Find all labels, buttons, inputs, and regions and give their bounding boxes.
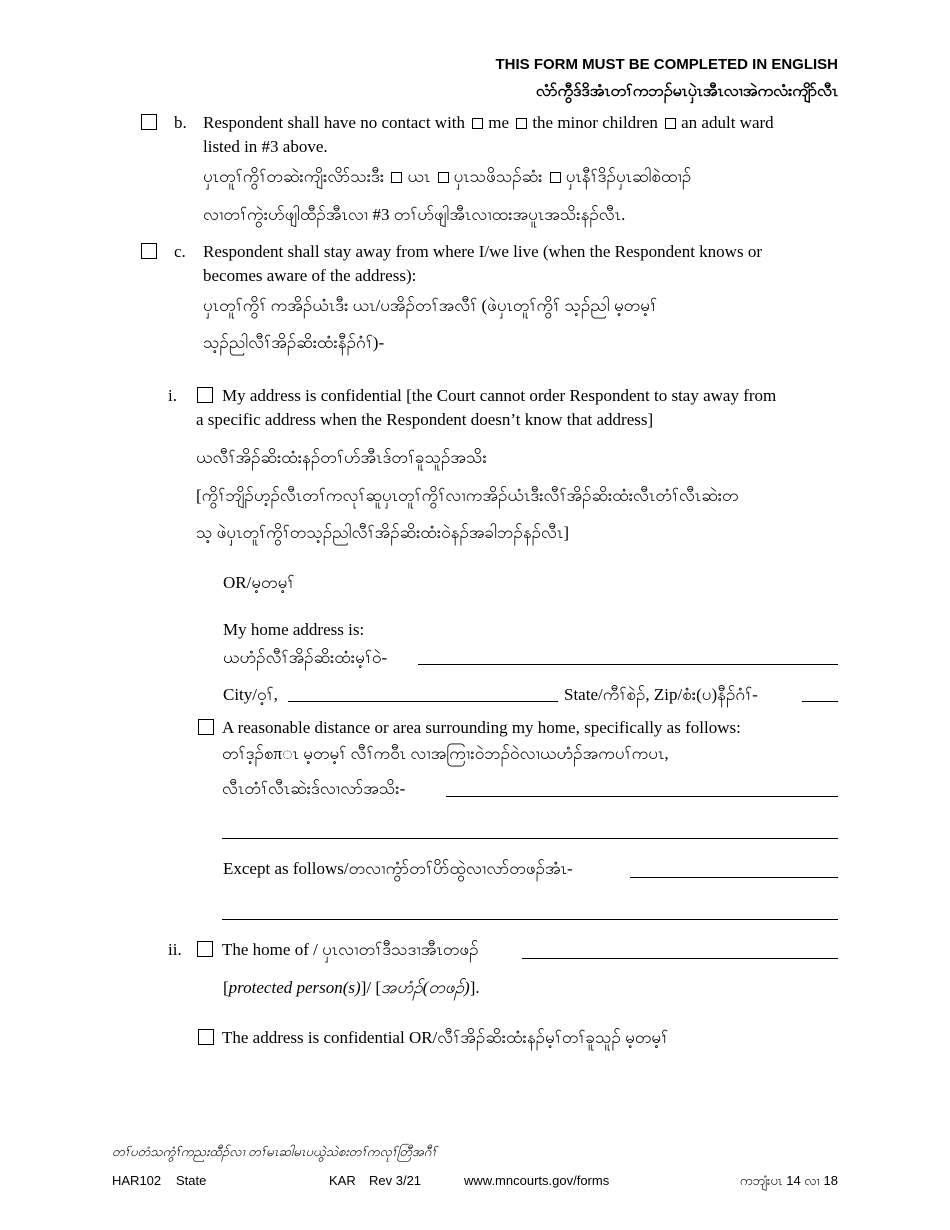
address-confidential-checkbox[interactable]: [198, 1029, 214, 1045]
item-c-english-line2: becomes aware of the address):: [203, 266, 417, 285]
item-i-english-line2: a specific address when the Respondent doesn’t know that address]: [196, 410, 654, 429]
item-i-karen-line2: [ကွိၢ်ဘျိၣ်ဟ့ၣ်လီၤတၢ်ကလုၢ်ဆူပှၤတူၢ်ကွိၢ်လၢကအိၣ်ယံၤဒီးလီၢ်အိၣ်ဆိးထံးလီၤတံၢ်လီၤဆဲးတ: [196, 486, 739, 505]
form-instruction-english: THIS FORM MUST BE COMPLETED IN ENGLISH: [495, 56, 838, 73]
reasonable-distance-checkbox[interactable]: [198, 719, 214, 735]
karen-children-checkbox[interactable]: [438, 172, 449, 183]
home-address-label-karen: ယဟံၣ်လီၢ်အိၣ်ဆိးထံးမ့ၢ်ဝဲ-: [223, 648, 388, 667]
item-i-numeral: i.: [168, 386, 177, 405]
item-c-english-line1: Respondent shall stay away from where I/we live (when the Respondent knows or: [203, 242, 762, 261]
protected-person-caption: [protected person(s)]/ [အဟံၣ်(တဖၣ်)].: [223, 978, 480, 997]
contact-ward-checkbox[interactable]: [665, 118, 676, 129]
item-b-english-line2: listed in #3 above.: [203, 137, 328, 156]
item-i-karen-line1: ယလီၢ်အိၣ်ဆိးထံးနၣ်တၢ်ဟ်အီၤဒ်တၢ်ခူသူၣ်အသိး: [196, 448, 487, 467]
footer-revision: Rev 3/21: [369, 1173, 422, 1188]
karen-me-checkbox[interactable]: [391, 172, 402, 183]
item-ii-numeral: ii.: [168, 940, 182, 959]
footer-state: State: [176, 1173, 207, 1188]
form-instruction-karen: လံာ်ကွီဒ်ဒိအံၤတၢ်ကဘၣ်မၤပှဲၤအီၤလၢအဲကလံးကျိာ်လီၤ: [535, 83, 838, 100]
home-address-label: My home address is:: [223, 620, 365, 639]
contact-ward-label: an adult ward: [681, 113, 774, 132]
except-label: Except as follows/တလၢကွံာ်တၢ်ပိာ်ထွဲလၢလာ်တဖၣ်အံၤ-: [223, 859, 573, 878]
item-c-karen-line1: ပှၤတူၢ်ကွိၢ် ကအိၣ်ယံၤဒီး ယၤ/ပအိၣ်တၢ်အလီၢ် (ဖဲပှၤတူၢ်ကွိၢ် သ့ၣ်ညါ မ့တမ့ၢ်: [203, 296, 658, 315]
city-label: City/ဝ့ၢ်,: [223, 685, 278, 704]
protected-person-english: protected person(s): [228, 978, 361, 997]
footer-title-karen: တၢ်ပတံသကွံၢ်ကညးထီၣ်လၢ တၢ်မၤဆါမၤပယွဲသဲစးတၢ်ကလုၢ်တြီအဂီၢ်: [112, 1144, 437, 1159]
contact-children-checkbox[interactable]: [516, 118, 527, 129]
address-confidential-label: The address is confidential OR/လီၢ်အိၣ်ဆိးထံးနၣ်မ့ၢ်တၢ်ခူသူၣ် မ့တမ့ၢ်: [222, 1028, 669, 1047]
karen-ward-label: ပှၤနီၢ်ဒိၣ်ပှၤဆါစဲထၢၣ်: [565, 167, 692, 186]
karen-children-label: ပှၤသဖိသၣ်ဆံး: [453, 167, 543, 186]
state-zip-label: State/ကီၢ်စဲၣ်, Zip/စံး(ပ)နီၣ်ဂံၢ်-: [564, 685, 758, 704]
reasonable-distance-english: A reasonable distance or area surrounding my home, specifically as follows:: [222, 718, 741, 737]
distance-field-2[interactable]: [222, 838, 838, 839]
contact-children-label: the minor children: [532, 113, 658, 132]
item-i-karen-line3: သ့ ဖဲပှၤတူၢ်ကွိၢ်တသ့ၣ်ညါလီၢ်အိၣ်ဆိးထံးဝဲနၣ်အခါဘၣ်နၣ်လီၤ]: [196, 523, 570, 542]
confidential-address-checkbox[interactable]: [197, 387, 213, 403]
item-b-text: Respondent shall have no contact with: [203, 113, 466, 132]
protected-person-field[interactable]: [522, 958, 838, 959]
item-c-karen-line2: သ့ၣ်ညါလီၢ်အိၣ်ဆိးထံးနီၣ်ဂံၢ်)-: [203, 333, 385, 352]
protected-person-karen: အဟံၣ်(တဖၣ်): [381, 978, 470, 997]
karen-me-label: ယၤ: [407, 167, 431, 186]
contact-me-label: me: [488, 113, 510, 132]
zip-field[interactable]: [802, 701, 838, 702]
karen-ward-checkbox[interactable]: [550, 172, 561, 183]
item-b-karen-line1: [203, 166, 691, 188]
footer-language: KAR: [329, 1173, 356, 1188]
footer-url: www.mncourts.gov/forms: [464, 1173, 610, 1188]
item-b-letter: b.: [174, 113, 187, 132]
item-c-checkbox[interactable]: [141, 243, 157, 259]
item-c-letter: c.: [174, 242, 186, 261]
item-b-karen-line2: လၢတၢ်ကွဲးဟ်ဖျါထီၣ်အီၤလၢ #3 တၢ်ဟ်ဖျါအီၤလၢထးအပူၤအသိးနၣ်လီၤ.: [203, 205, 626, 224]
reasonable-distance-karen2: လီၤတံၢ်လီၤဆဲးဒ်လၢလာ်အသိး-: [222, 779, 406, 798]
except-field-1[interactable]: [630, 877, 838, 878]
except-field-2[interactable]: [222, 919, 838, 920]
city-field[interactable]: [288, 701, 558, 702]
home-address-field[interactable]: [418, 664, 838, 665]
item-b-karen-text: ပှၤတူၢ်ကွိၢ်တဆဲးကျိးလိာ်သးဒီး: [203, 167, 385, 186]
reasonable-distance-karen1: တၢ်ဒ့ၣ်စπၤ မ့တမ့ၢ် လီၢ်ကဝီၤ လၢအကြၢးဝဲဘၣ်ဝဲလၢယဟံၣ်အကပၢ်ကပၤ,: [222, 744, 669, 763]
home-of-label: The home of / ပှၤလၢတၢ်ဒီသဒၢအီၤတဖၣ်: [222, 940, 479, 959]
footer-form-id: HAR102: [112, 1173, 162, 1188]
home-of-checkbox[interactable]: [197, 941, 213, 957]
item-b-english-line1: [203, 112, 774, 134]
or-label: OR/မ့တမ့ၢ်: [223, 573, 295, 592]
item-b-checkbox[interactable]: [141, 114, 157, 130]
item-i-english-line1: My address is confidential [the Court cannot order Respondent to stay away from: [222, 386, 777, 405]
contact-me-checkbox[interactable]: [472, 118, 483, 129]
distance-field-1[interactable]: [446, 796, 838, 797]
footer-page-number: ကဘျံးပၤ 14 လၢ 18: [739, 1173, 838, 1188]
